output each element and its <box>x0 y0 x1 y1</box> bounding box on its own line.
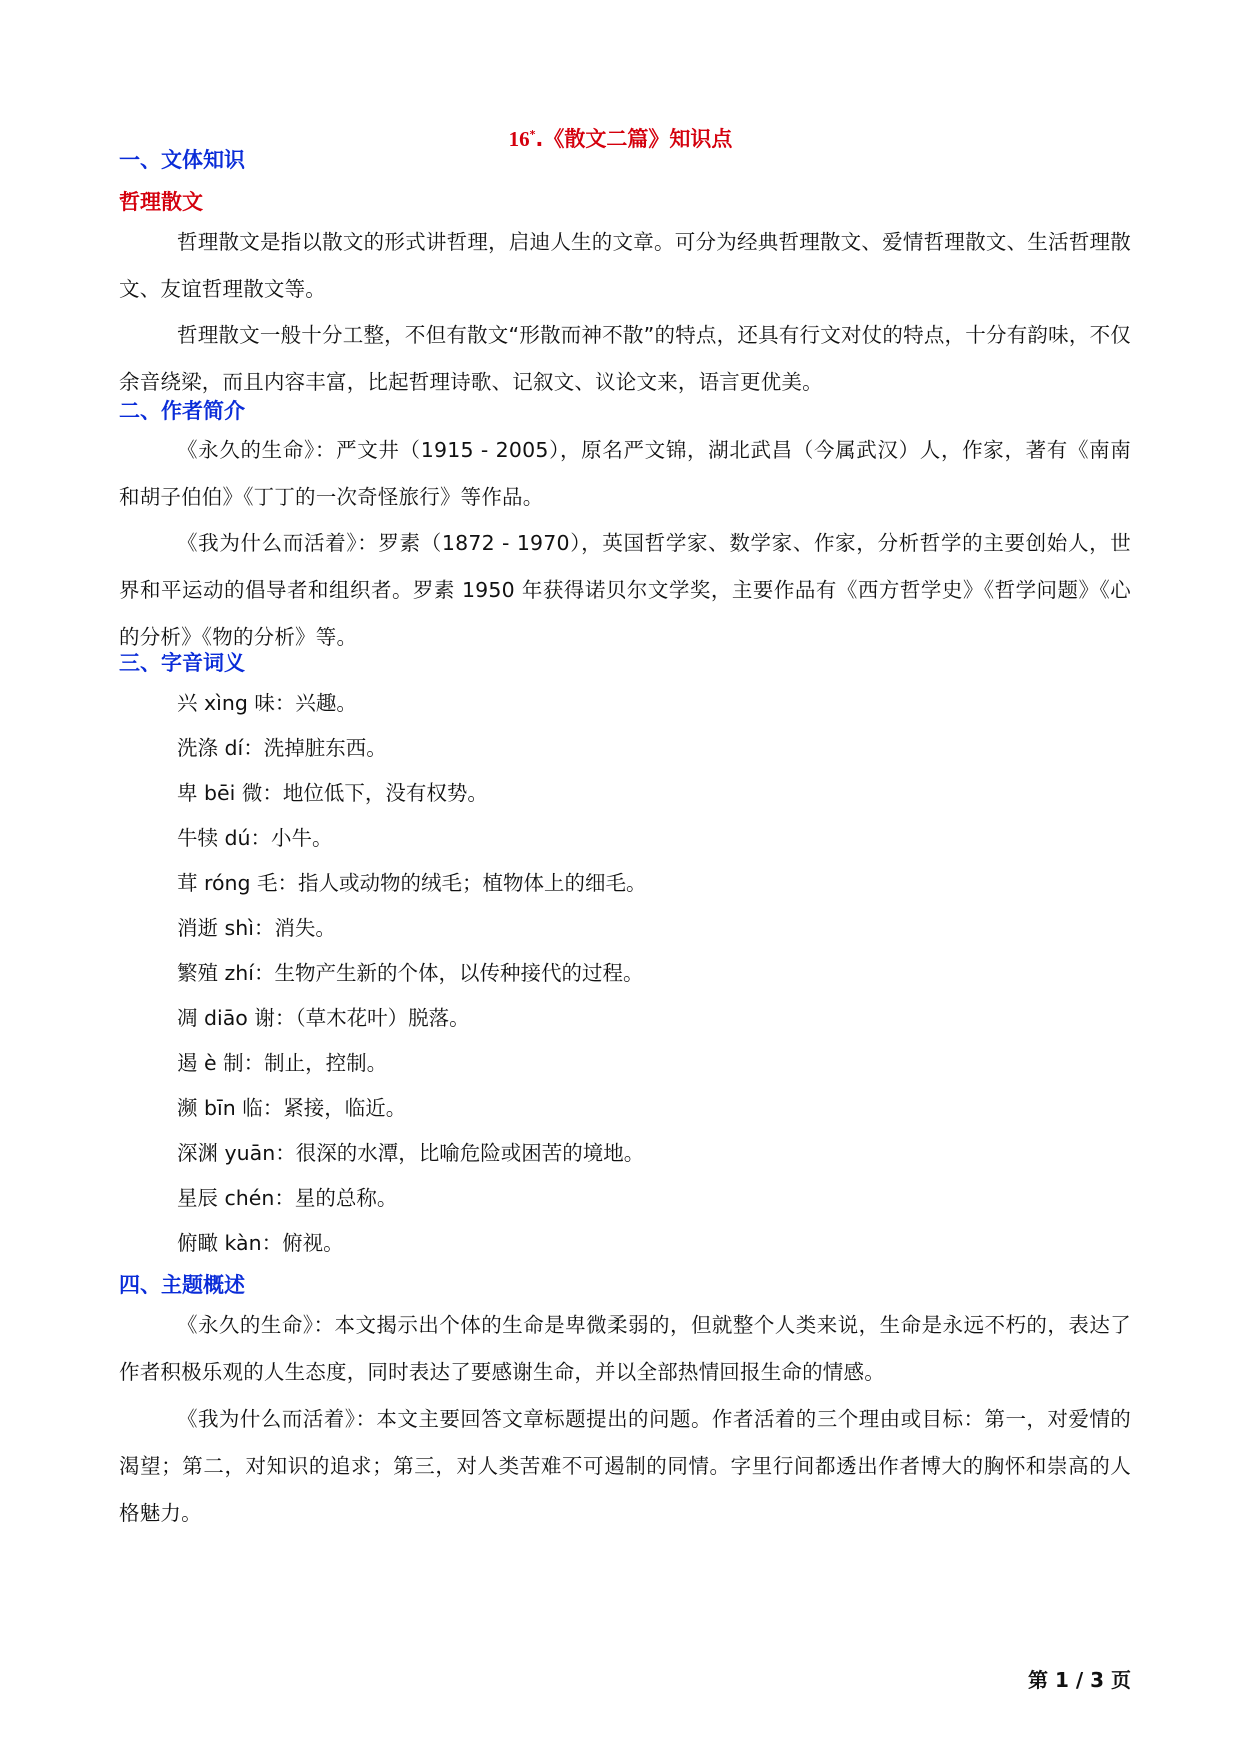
vocab-item: 深渊 yuān：很深的水潭，比喻危险或困苦的境地。 <box>177 1141 645 1165</box>
vocab-item: 濒 bīn 临：紧接，临近。 <box>177 1096 407 1120</box>
paragraph-genre-definition: 哲理散文是指以散文的形式讲哲理，启迪人生的文章。可分为经典哲理散文、爱情哲理散文、生活哲理散文、友谊哲理散文等。 <box>119 230 1131 301</box>
vocab-item: 凋 diāo 谢：（草木花叶）脱落。 <box>177 1006 470 1030</box>
vocab-item: 牛犊 dú：小牛。 <box>177 826 333 850</box>
vocab-item: 卑 bēi 微：地位低下，没有权势。 <box>177 781 488 805</box>
section-heading-vocabulary: 三、字音词义 <box>119 651 245 675</box>
section-heading-author: 二、作者简介 <box>119 399 245 423</box>
paragraph-author-russell: 《我为什么而活着》：罗素（1872 - 1970），英国哲学家、数学家、作家，分析哲学的主要创始人，世界和平运动的倡导者和组织者。罗素 1950 年获得诺贝尔文学奖，主要作品有《西方哲学史》《哲学问题》《心的分析》《物的分析》等。 <box>119 531 1131 649</box>
vocab-item: 俯瞰 kàn：俯视。 <box>177 1231 344 1255</box>
vocab-item: 遏 è 制：制止，控制。 <box>177 1051 388 1075</box>
paragraph-author-yan-wenjing: 《永久的生命》：严文井（1915 - 2005），原名严文锦，湖北武昌（今属武汉）人，作家，著有《南南和胡子伯伯》《丁丁的一次奇怪旅行》等作品。 <box>119 438 1131 509</box>
section-heading-theme: 四、主题概述 <box>119 1273 245 1297</box>
section-heading-genre: 一、文体知识 <box>119 148 245 172</box>
vocab-item: 茸 róng 毛：指人或动物的绒毛；植物体上的细毛。 <box>177 871 647 895</box>
title-asterisk: * <box>529 128 536 141</box>
paragraph-theme-what-i-live-for: 《我为什么而活着》：本文主要回答文章标题提出的问题。作者活着的三个理由或目标：第一，对爱情的渴望；第二，对知识的追求；第三，对人类苦难不可遏制的同情。字里行间都透出作者博大的胸怀和崇高的人格魅力。 <box>119 1407 1131 1525</box>
title-text: .《散文二篇》知识点 <box>535 127 733 151</box>
paragraph-genre-features: 哲理散文一般十分工整，不但有散文“形散而神不散”的特点，还具有行文对仗的特点，十分有韵味，不仅余音绕梁，而且内容丰富，比起哲理诗歌、记叙文、议论文来，语言更优美。 <box>119 323 1131 394</box>
vocab-item: 兴 xìng 味：兴趣。 <box>177 691 357 715</box>
page-number: 第 1 / 3 页 <box>1028 1668 1131 1692</box>
vocab-item: 星辰 chén：星的总称。 <box>177 1186 398 1210</box>
paragraph-theme-eternal-life: 《永久的生命》：本文揭示出个体的生命是卑微柔弱的，但就整个人类来说，生命是永远不朽的，表达了作者积极乐观的人生态度，同时表达了要感谢生命，并以全部热情回报生命的情感。 <box>119 1313 1131 1384</box>
vocab-item: 洗涤 dí：洗掉脏东西。 <box>177 736 387 760</box>
vocab-item: 繁殖 zhí：生物产生新的个体，以传种接代的过程。 <box>177 961 644 985</box>
subheading-philosophical-prose: 哲理散文 <box>119 190 203 214</box>
title-number: 16 <box>508 127 530 151</box>
vocab-item: 消逝 shì：消失。 <box>177 916 336 940</box>
